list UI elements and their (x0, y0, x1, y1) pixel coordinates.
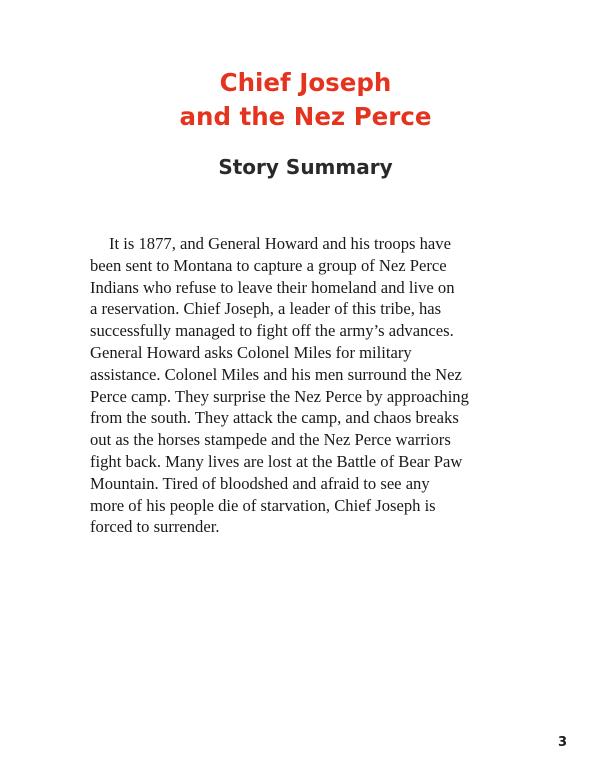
summary-line: a reservation. Chief Joseph, a leader of this tribe, has (90, 299, 442, 319)
page-number: 3 (558, 735, 568, 750)
summary-line: forced to surrender. (90, 517, 220, 537)
summary-line: assistance. Colonel Miles and his men surround the Nez (90, 364, 462, 384)
summary-line: out as the horses stampede and the Nez Perce warriors (90, 430, 451, 450)
summary-line: Perce camp. They surprise the Nez Perce by approaching (90, 386, 469, 406)
summary-line: Indians who refuse to leave their homeland and live on (90, 277, 455, 297)
title-line-1: Chief Joseph (219, 68, 392, 97)
title-line-2: and the Nez Perce (179, 102, 432, 131)
summary-line: successfully managed to fight off the army’s advances. (90, 321, 454, 341)
summary-line: It is 1877, and General Howard and his troops have (109, 234, 451, 253)
summary-line: from the south. They attack the camp, and chaos breaks (90, 408, 459, 428)
summary-line: been sent to Montana to capture a group of Nez Perce (90, 255, 447, 275)
section-heading: Story Summary (218, 155, 393, 179)
summary-line: fight back. Many lives are lost at the Battle of Bear Paw (90, 451, 463, 471)
page-title (0, 66, 611, 134)
summary-line: General Howard asks Colonel Miles for military (90, 342, 412, 362)
summary-line: Mountain. Tired of bloodshed and afraid to see any (90, 473, 430, 493)
summary-line: more of his people die of starvation, Chief Joseph is (90, 495, 436, 515)
story-summary-paragraph (90, 233, 510, 538)
